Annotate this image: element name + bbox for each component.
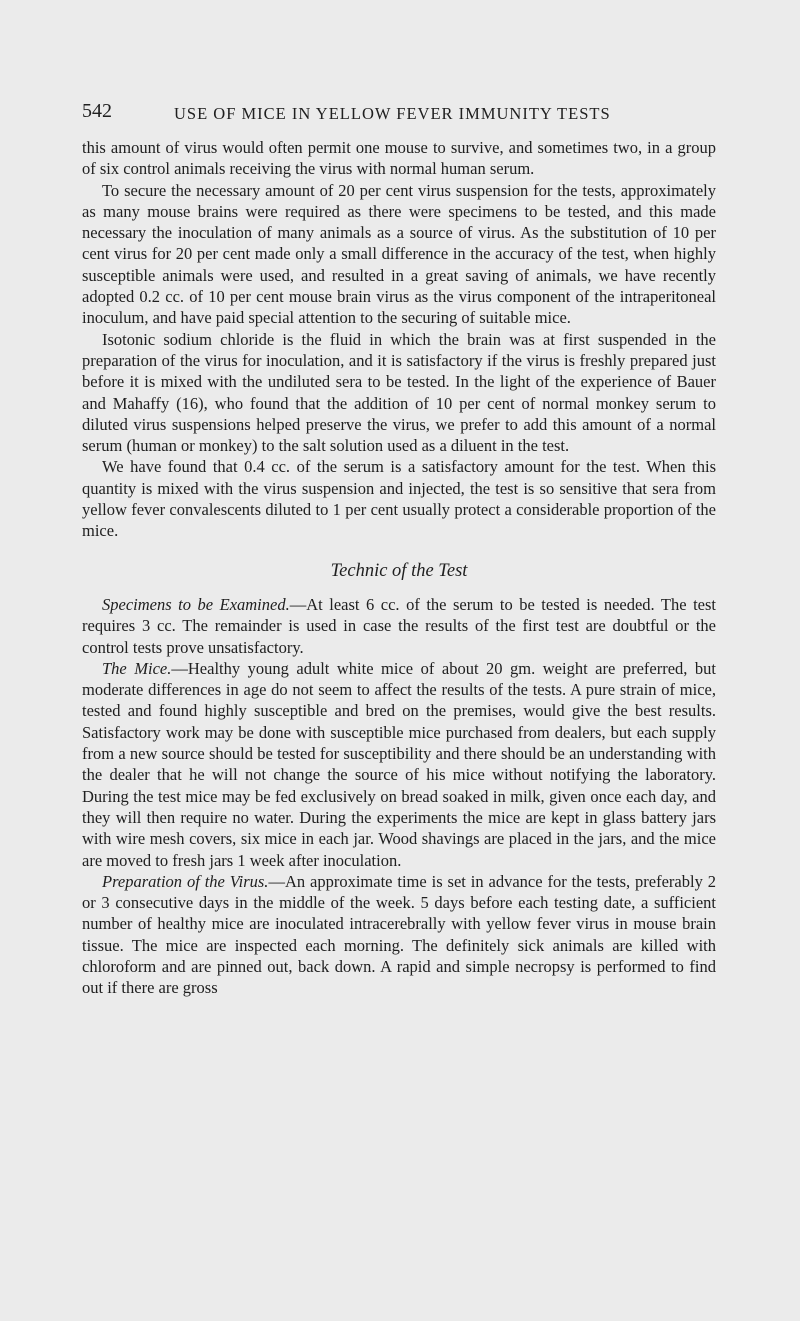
paragraph-virus-suspension: To secure the necessary amount of 20 per cent virus suspension for the tests, approximately as many mouse brains were required as there were specimens to be tested, and this made necessary the inoculation of many animals as a source of virus. As the substitution of 10 per cent virus for 20 per cent made only a small difference in the accuracy of the test, when highly susceptible animals were used, and resulted in a great saving of animals, we have recently adopted 0.2 cc. of 10 per cent mouse brain virus as the virus component of the intraperitoneal inoculum, and have paid special attention to the securing of suitable mice. xyxy=(82,180,716,328)
section-heading: Technic of the Test xyxy=(330,560,468,581)
run-in-heading-mice: The Mice. xyxy=(102,658,172,678)
paragraph-specimens-text: —At least 6 cc. of the serum to be tested is needed. The test requires 3 cc. The remainder is used in case the results of the first test are doubtful or the control tests prove unsatisfactory. xyxy=(82,594,716,657)
page-number: 542 xyxy=(82,100,112,122)
paragraph-mice-text: —Healthy young adult white mice of about 20 gm. weight are preferred, but moderate differences in age do not seem to affect the results of the tests. A pure strain of mice, tested and found highly susceptible and bred on the premises, would give the best results. Satisfactory work may be done with susceptible mice purchased from dealers, but each supply from a new source should be tested for susceptibility and there should be an understanding with the dealer that he will not change the source of his mice without notifying the laboratory. During the test mice may be fed exclusively on bread soaked in milk, given once each day, and they will then require no water. During the experiments the mice are kept in glass battery jars with wire mesh covers, six mice in each jar. Wood shavings are placed in the jars, and the mice are moved to fresh jars 1 week after inoculation. xyxy=(82,658,717,870)
paragraph-specimens xyxy=(82,594,716,658)
running-title: USE OF MICE IN YELLOW FEVER IMMUNITY TESTS xyxy=(174,104,611,123)
body-text xyxy=(82,137,716,999)
run-in-heading-virus-preparation: Preparation of the Virus. xyxy=(102,871,269,891)
paragraph-mice xyxy=(82,658,716,871)
paragraph-virus-preparation-text: —An approximate time is set in advance for the tests, preferably 2 or 3 consecutive days in the middle of the week. 5 days before each testing date, a sufficient number of healthy mice are inoculated intracerebrally with yellow fever virus in mouse brain tissue. The mice are inspected each morning. The definitely sick animals are killed with chloroform and are pinned out, back down. A rapid and simple necropsy is performed to find out if there are gross xyxy=(82,871,716,998)
paragraph-continuation: this amount of virus would often permit one mouse to survive, and sometimes two, in a group of six control animals receiving the virus with normal human serum. xyxy=(82,138,716,179)
paragraph-sodium-chloride: Isotonic sodium chloride is the fluid in which the brain was at first suspended in the preparation of the virus for inoculation, and it is satisfactory if the virus is freshly prepared just before it is mixed with the undiluted sera to be tested. In the light of the experience of Bauer and Mahaffy (16), who found that the addition of 10 per cent of normal monkey serum to diluted virus suspensions helped preserve the virus, we prefer to add this amount of a normal serum (human or monkey) to the salt solution used as a diluent in the test. xyxy=(82,329,716,456)
run-in-heading-specimens: Specimens to be Examined. xyxy=(102,594,290,614)
page-header xyxy=(82,100,642,128)
paragraph-virus-preparation xyxy=(82,871,716,999)
paragraph-serum-amount: We have found that 0.4 cc. of the serum is a satisfactory amount for the test. When this quantity is mixed with the virus suspension and injected, the test is so sensitive that sera from yellow fever convalescents diluted to 1 per cent usually protect a considerable proportion of the mice. xyxy=(82,457,716,541)
